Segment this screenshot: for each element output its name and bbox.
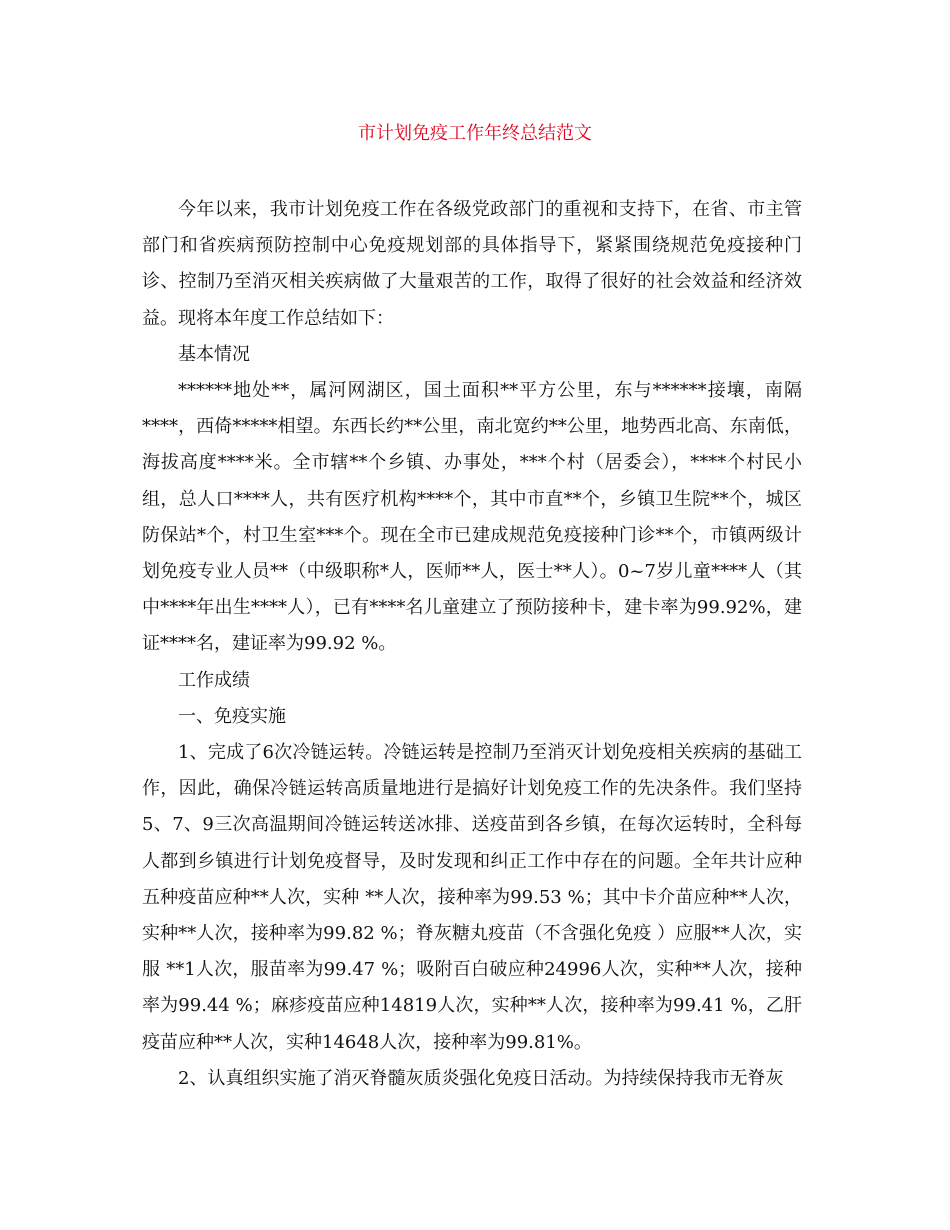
document-title: 市计划免疫工作年终总结范文 bbox=[358, 123, 592, 144]
subsection-heading-immunization: 一、免疫实施 bbox=[178, 705, 286, 727]
section-heading-basic-info: 基本情况 bbox=[178, 343, 250, 365]
document-body bbox=[142, 192, 802, 1097]
paragraph-basic-info: ******地处**，属河网湖区，国土面积**平方公里，东与******接壤，南隔****，西倚*****相望。东西长约**公里，南北宽约**公里，地势西北高、东南低，海拔高度****米。全市辖**个乡镇、办事处，***个村（居委会），****个村民小组，总人口****人，共有医疗机构****个，其中市直**个，乡镇卫生院**个，城区防保站*个，村卫生室***个。现在全市已建成规范免疫接种门诊**个，市镇两级计划免疫专业人员**（中级职称*人，医师**人，医士**人）。0~7岁儿童****人（其中****年出生****人），已有****名儿童建立了预防接种卡，建卡率为99.92%，建证****名，建证率为99.92 %。 bbox=[142, 380, 802, 655]
section-heading-achievements: 工作成绩 bbox=[178, 669, 250, 691]
paragraph-intro: 今年以来，我市计划免疫工作在各级党政部门的重视和支持下，在省、市主管部门和省疾病预防控制中心免疫规划部的具体指导下，紧紧围绕规范免疫接种门诊、控制乃至消灭相关疾病做了大量艰苦的工作，取得了很好的社会效益和经济效益。现将本年度工作总结如下： bbox=[142, 199, 802, 329]
paragraph-cold-chain: 1、完成了6次冷链运转。冷链运转是控制乃至消灭计划免疫相关疾病的基础工作，因此，确保冷链运转高质量地进行是搞好计划免疫工作的先决条件。我们坚持5、7、9三次高温期间冷链运转送冰排、送疫苗到各乡镇，在每次运转时，全科每人都到乡镇进行计划免疫督导，及时发现和纠正工作中存在的问题。全年共计应种五种疫苗应种**人次，实种 **人次，接种率为99.53 %；其中卡介苗应种**人次，实种**人次，接种率为99.82 %；脊灰糖丸疫苗（不含强化免疫 ）应服**人次，实服 **1人次，服苗率为99.47 %；吸附百白破应种24996人次，实种**人次，接种率为99.44 %；麻疹疫苗应种14819人次，实种**人次，接种率为99.41 %，乙肝疫苗应种**人次，实种14648人次，接种率为99.81%。 bbox=[142, 742, 802, 1053]
paragraph-polio-campaign: 2、认真组织实施了消灭脊髓灰质炎强化免疫日活动。为持续保持我市无脊灰 bbox=[178, 1067, 784, 1089]
